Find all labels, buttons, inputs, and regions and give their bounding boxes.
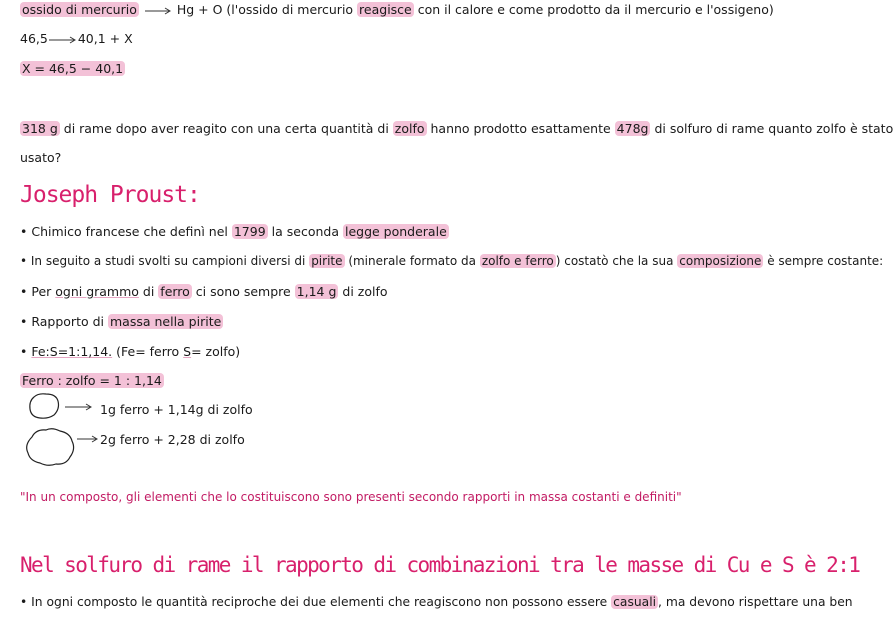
mass-left: 46,5 bbox=[20, 31, 48, 46]
highlight-reagisce: reagisce bbox=[359, 2, 412, 17]
underline-ogni-grammo: ogni grammo bbox=[55, 284, 139, 299]
arrow-icon bbox=[48, 35, 78, 45]
bullet-3-text: • Per bbox=[20, 284, 56, 299]
bullet-4-text: • Rapporto di bbox=[20, 314, 108, 329]
proust-law-quote: "In un composto, gli elementi che lo costituiscono sono presenti secondo rapporti in massa costanti e definiti" bbox=[20, 490, 682, 504]
highlight-1-14g: 1,14 g bbox=[296, 284, 337, 299]
highlight-legge-ponderale: legge ponderale bbox=[344, 224, 447, 239]
reaction-text: Hg + O (l'ossido di mercurio bbox=[176, 2, 358, 17]
ratio-line bbox=[20, 373, 164, 388]
highlight-ferro: ferro bbox=[160, 284, 190, 299]
bullet-5 bbox=[20, 344, 240, 359]
highlight-massa-pirite: massa nella pirite bbox=[109, 314, 222, 329]
bullet-3-text-3: ci sono sempre bbox=[191, 284, 295, 299]
final-bullet-text: • In ogni composto le quantità reciproche dei due elementi che reagiscono non possono essere bbox=[20, 595, 612, 609]
final-bullet bbox=[20, 595, 853, 609]
question-text-2: hanno prodotto esattamente bbox=[426, 121, 615, 136]
example-1: 1g ferro + 1,14g di zolfo bbox=[100, 402, 253, 417]
bullet-2-text-3: ) costatò che la sua bbox=[555, 254, 678, 268]
highlight-pirite: pirite bbox=[311, 254, 343, 268]
example-2: 2g ferro + 2,28 di zolfo bbox=[100, 432, 245, 447]
mass-equation bbox=[20, 31, 133, 46]
bullet-1-text-2: la seconda bbox=[267, 224, 343, 239]
question-text-4: usato? bbox=[20, 150, 62, 165]
arrow-icon bbox=[143, 6, 173, 16]
x-equation bbox=[20, 61, 125, 76]
highlight-zolfo: zolfo bbox=[394, 121, 425, 136]
bullet-2-text-4: è sempre costante: bbox=[763, 254, 884, 268]
question-line-2 bbox=[20, 150, 61, 165]
bullet-3 bbox=[20, 284, 388, 299]
bullet-5-text-3: = zolfo) bbox=[191, 344, 241, 359]
bullet-3-text-2: di bbox=[138, 284, 159, 299]
underline-s: S bbox=[183, 344, 192, 359]
reaction-line bbox=[20, 2, 774, 17]
highlight-casuali: casuali bbox=[613, 595, 657, 609]
mass-right: 40,1 + X bbox=[77, 31, 133, 46]
bullet-1 bbox=[20, 224, 449, 239]
arrow-icon bbox=[64, 402, 94, 412]
bullet-2 bbox=[20, 254, 883, 268]
reaction-text-end: con il calore e come prodotto da il mercurio e l'ossigeno) bbox=[413, 2, 774, 17]
highlight-x-equation: X = 46,5 − 40,1 bbox=[22, 61, 124, 76]
final-bullet-text-2: , ma devono rispettare una ben bbox=[658, 595, 853, 609]
highlight-ratio: Ferro : zolfo = 1 : 1,14 bbox=[22, 373, 162, 388]
arrow-icon bbox=[76, 434, 100, 444]
question-line-1 bbox=[20, 121, 893, 136]
underline-fe-s-ratio: Fe:S=1:1,14. bbox=[31, 344, 113, 359]
highlight-zolfo-ferro: zolfo e ferro bbox=[481, 254, 554, 268]
highlight-composizione: composizione bbox=[679, 254, 762, 268]
bullet-4 bbox=[20, 314, 223, 329]
bullet-1-text: • Chimico francese che definì nel bbox=[20, 224, 232, 239]
question-text: di rame dopo aver reagito con una certa quantità di bbox=[59, 121, 393, 136]
section-title-proust: Joseph Proust: bbox=[20, 182, 200, 208]
bullet-2-text-2: (minerale formato da bbox=[344, 254, 480, 268]
bullet-3-text-4: di zolfo bbox=[338, 284, 388, 299]
bullet-5-text: • bbox=[20, 344, 32, 359]
bullet-5-text-2: (Fe= ferro bbox=[112, 344, 184, 359]
bullet-2-text: • In seguito a studi svolti su campioni diversi di bbox=[20, 254, 310, 268]
large-cloud-icon bbox=[22, 425, 78, 469]
highlight-ossido: ossido di mercurio bbox=[22, 2, 137, 17]
highlight-1799: 1799 bbox=[233, 224, 266, 239]
highlight-318g: 318 g bbox=[22, 121, 58, 136]
section-title-solfuro: Nel solfuro di rame il rapporto di combinazioni tra le masse di Cu e S è 2:1 bbox=[20, 553, 860, 577]
highlight-478g: 478g bbox=[616, 121, 649, 136]
question-text-3: di solfuro di rame quanto zolfo è stato bbox=[650, 121, 893, 136]
small-cloud-icon bbox=[26, 391, 62, 421]
